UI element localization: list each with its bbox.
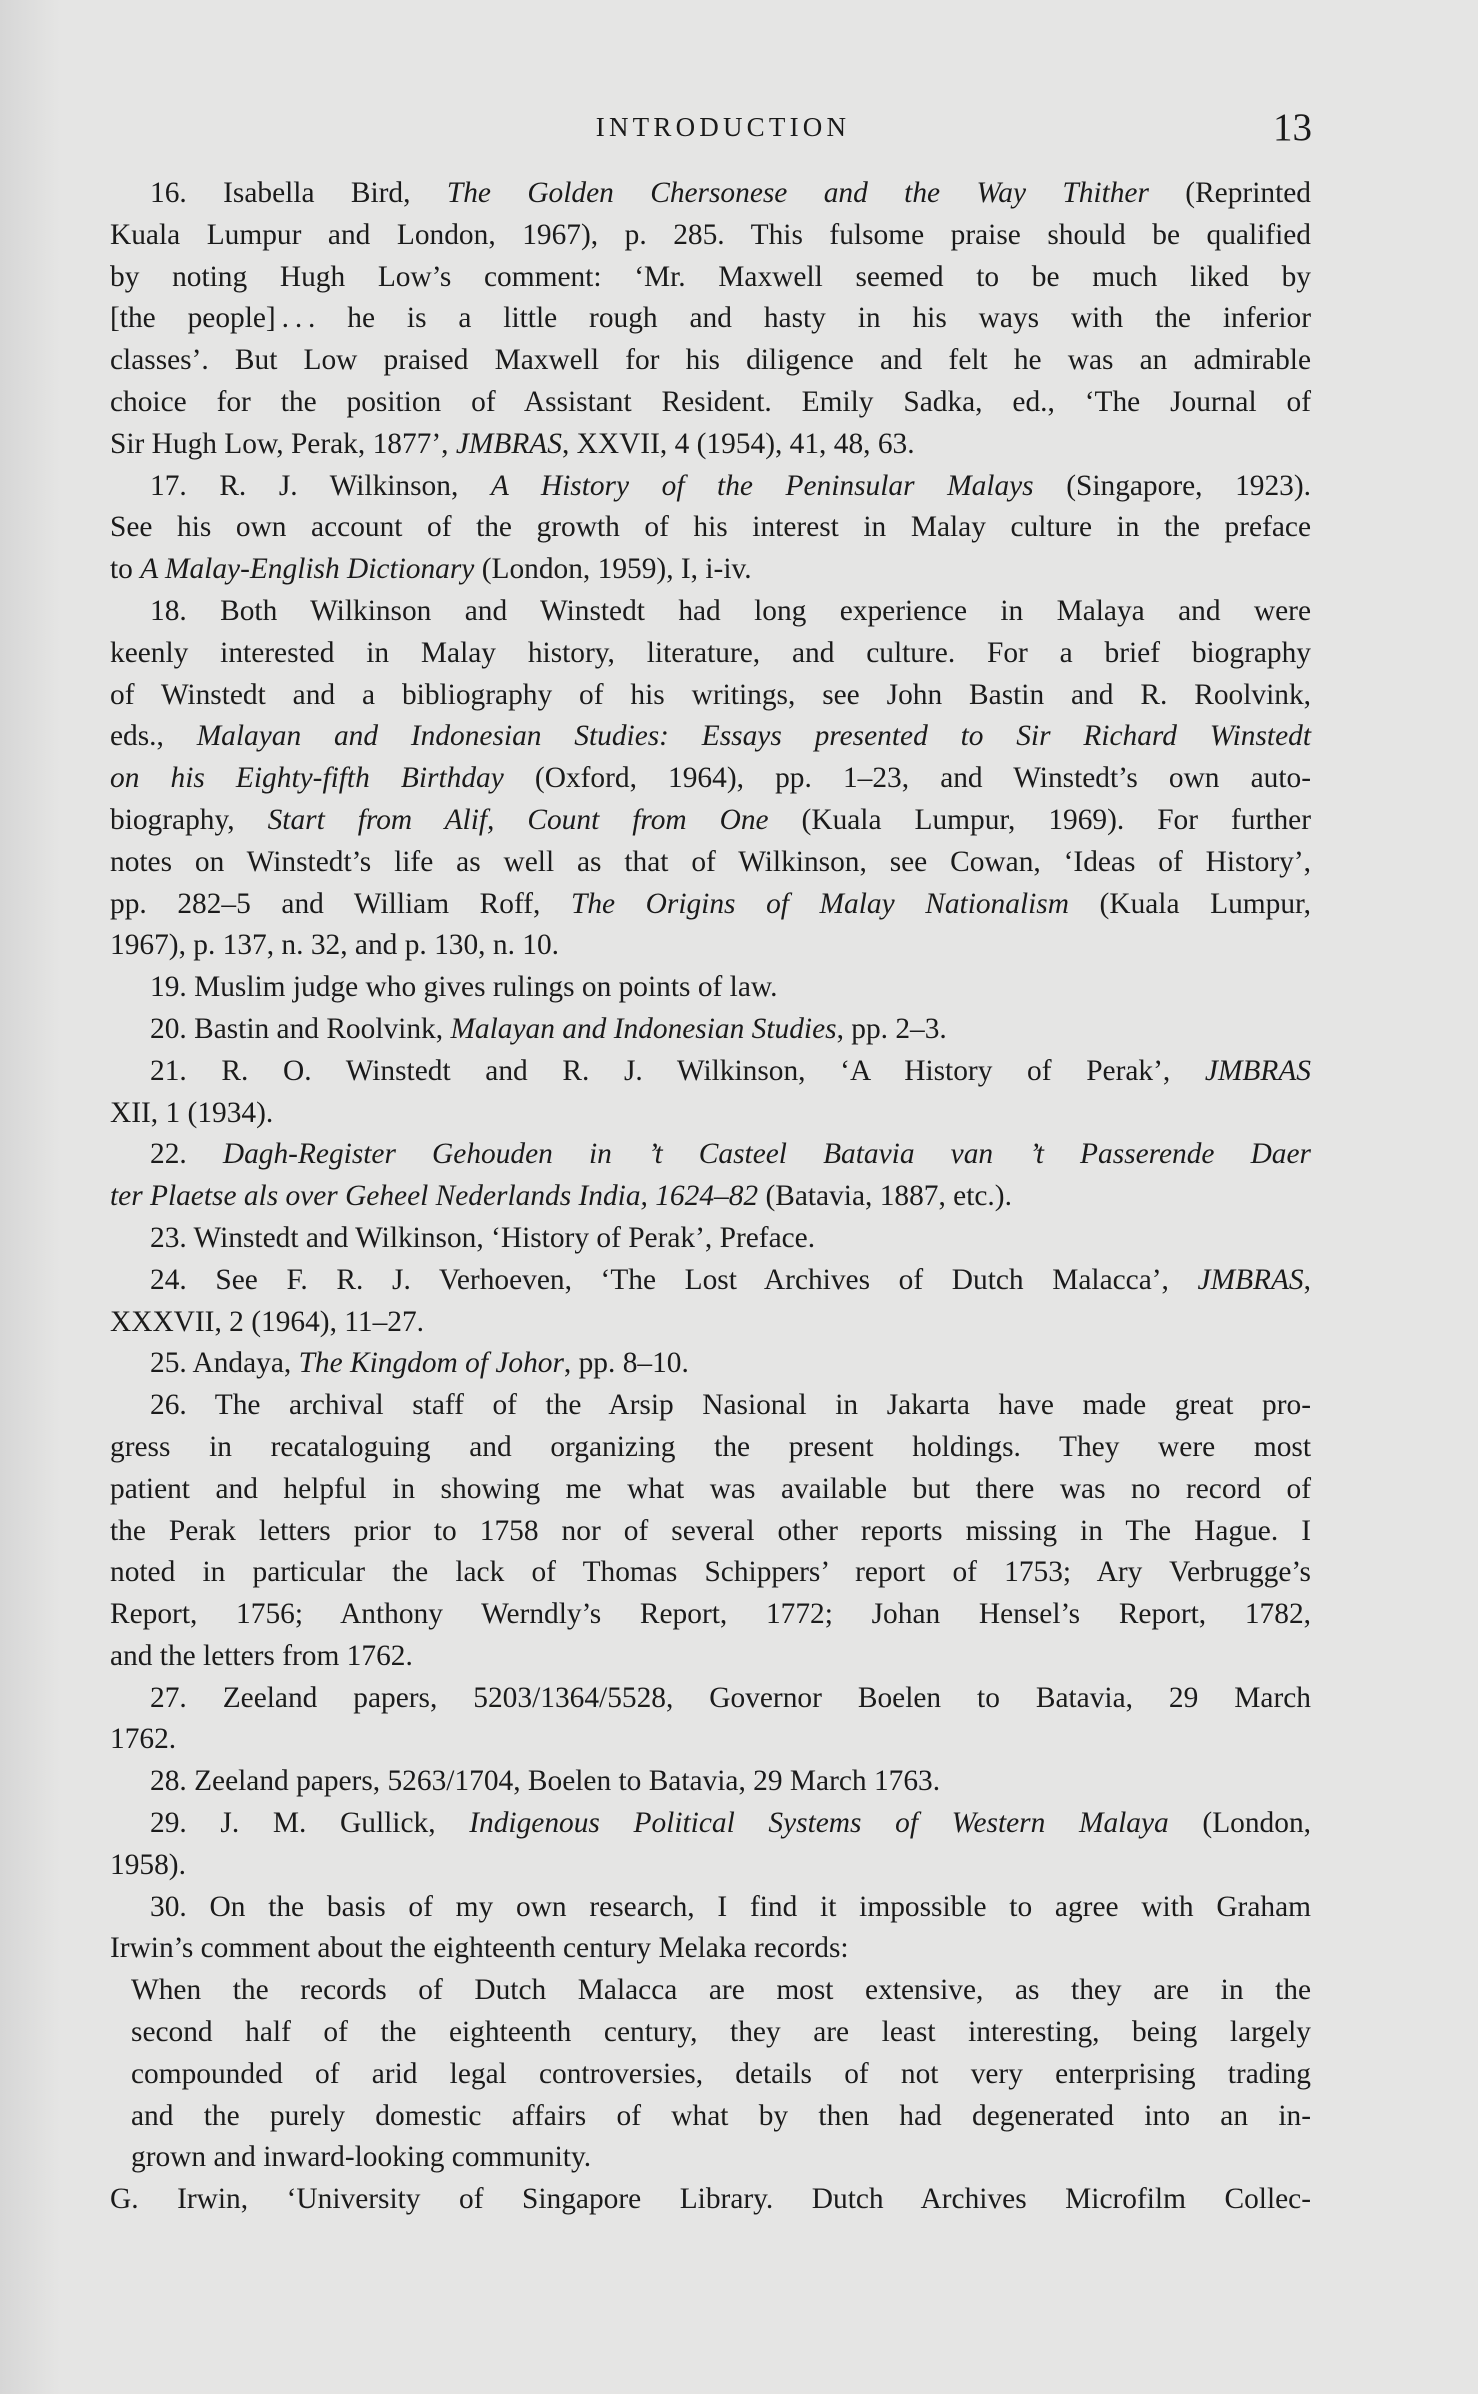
- endnote-line: [110, 2179, 1311, 2221]
- text-run: 27. Zeeland papers, 5203/1364/5528, Governor Boelen to Batavia, 29 March: [150, 1681, 1311, 1714]
- text-run: 1967), p. 137, n. 32, and p. 130, n. 10.: [110, 929, 559, 962]
- block-quote-line: [110, 2137, 1311, 2179]
- endnote-19: [110, 967, 1311, 1009]
- endnote-17: [110, 466, 1311, 591]
- text-run: 30. On the basis of my own research, I find it impossible to agree with Graham: [150, 1890, 1311, 1923]
- endnote-25: [110, 1343, 1311, 1385]
- italic-title: JMBRAS: [1197, 1263, 1304, 1296]
- text-run: biography,: [110, 803, 268, 836]
- endnote-line: [110, 1761, 1311, 1803]
- text-run: (London,: [1168, 1807, 1311, 1840]
- text-run: Sir Hugh Low, Perak, 1877’,: [110, 427, 456, 460]
- text-run: G. Irwin, ‘University of Singapore Library. Dutch Archives Microfilm Collec-: [110, 2183, 1311, 2216]
- text-run: When the records of Dutch Malacca are most extensive, as they are in the: [131, 1974, 1311, 2007]
- text-run: (Kuala Lumpur, 1969). For further: [768, 803, 1311, 836]
- text-run: Irwin’s comment about the eighteenth century Melaka records:: [110, 1932, 849, 1965]
- running-head: [110, 106, 1312, 150]
- text-run: (Kuala Lumpur,: [1068, 887, 1311, 920]
- text-run: patient and helpful in showing me what was available but there was no record of: [110, 1472, 1311, 1505]
- endnote-line: [110, 549, 1311, 591]
- text-run: and the purely domestic affairs of what by then had degenerated into an in-: [131, 2099, 1311, 2132]
- text-run: (London, 1959), I, i-iv.: [474, 553, 752, 586]
- endnote-line: [110, 1302, 1311, 1344]
- text-run: 24. See F. R. J. Verhoeven, ‘The Lost Archives of Dutch Malacca’,: [150, 1263, 1198, 1296]
- endnote-28: [110, 1761, 1311, 1803]
- italic-title: A History of the Peninsular Malays: [490, 469, 1034, 502]
- text-run: gress in recataloguing and organizing the present holdings. They were most: [110, 1430, 1311, 1463]
- endnote-line: [110, 1719, 1311, 1761]
- text-run: , XXVII, 4 (1954), 41, 48, 63.: [561, 427, 915, 460]
- endnote-line: [110, 173, 1311, 215]
- endnote-line: [110, 716, 1311, 758]
- text-run: classes’. But Low praised Maxwell for his diligence and felt he was an admirable: [110, 344, 1311, 377]
- page-number: 13: [1273, 106, 1312, 149]
- endnote-line: [110, 675, 1311, 717]
- endnote-line: [110, 1385, 1311, 1427]
- text-run: compounded of arid legal controversies, details of not very enterprising trading: [131, 2057, 1311, 2090]
- text-run: notes on Winstedt’s life as well as that of Wilkinson, see Cowan, ‘Ideas of History’,: [110, 845, 1311, 878]
- italic-title: Start from Alif, Count from One: [267, 803, 769, 836]
- text-run: pp. 282–5 and William Roff,: [110, 887, 571, 920]
- endnote-line: [110, 1093, 1311, 1135]
- text-run: eds.,: [110, 720, 197, 753]
- italic-title: Malayan and Indonesian Studies: Essays presented to Sir Richard Winstedt: [196, 720, 1311, 753]
- endnote-line: [110, 1427, 1311, 1469]
- text-run: 1762.: [110, 1723, 177, 1756]
- italic-title: JMBRAS: [1204, 1054, 1311, 1087]
- text-run: 23. Winstedt and Wilkinson, ‘History of Perak’, Preface.: [150, 1221, 816, 1254]
- endnote-30: [110, 1887, 1311, 2221]
- endnote-line: [110, 1594, 1311, 1636]
- endnote-line: [110, 1134, 1311, 1176]
- endnote-line: [110, 340, 1311, 382]
- text-run: second half of the eighteenth century, they are least interesting, being largely: [131, 2016, 1311, 2049]
- italic-title: A Malay-English Dictionary: [140, 553, 475, 586]
- text-run: XII, 1 (1934).: [110, 1096, 274, 1129]
- italic-title: The Kingdom of Johor: [298, 1347, 564, 1380]
- text-run: Report, 1756; Anthony Werndly’s Report, 1772; Johan Hensel’s Report, 1782,: [110, 1598, 1311, 1631]
- text-run: keenly interested in Malay history, literature, and culture. For a brief biography: [110, 636, 1311, 669]
- endnote-line: [110, 1469, 1311, 1511]
- endnote-line: [110, 925, 1311, 967]
- text-run: 25. Andaya,: [150, 1347, 299, 1380]
- endnote-20: [110, 1009, 1311, 1051]
- italic-title: ter Plaetse als over Geheel Nederlands India, 1624–82: [110, 1180, 759, 1213]
- block-quote-line: [110, 2012, 1311, 2054]
- text-run: 17. R. J. Wilkinson,: [150, 469, 491, 502]
- endnote-line: [110, 382, 1311, 424]
- endnote-line: [110, 507, 1311, 549]
- italic-title: Dagh-Register Gehouden in ’t Casteel Batavia van ’t Passerende Daer: [222, 1138, 1311, 1171]
- running-title: INTRODUCTION: [595, 112, 851, 142]
- text-run: 22.: [150, 1138, 223, 1171]
- text-run: 20. Bastin and Roolvink,: [150, 1012, 451, 1045]
- endnote-line: [110, 466, 1311, 508]
- endnote-26: [110, 1385, 1311, 1678]
- text-run: 26. The archival staff of the Arsip Nasional in Jakarta have made great pro-: [150, 1389, 1311, 1422]
- text-run: and the letters from 1762.: [110, 1639, 413, 1672]
- text-run: (Batavia, 1887, etc.).: [758, 1180, 1012, 1213]
- endnote-line: [110, 1636, 1311, 1678]
- endnote-line: [110, 1803, 1311, 1845]
- endnote-line: [110, 1845, 1311, 1887]
- endnote-22: [110, 1134, 1311, 1218]
- endnote-27: [110, 1678, 1311, 1762]
- page-gutter-shadow: [0, 0, 60, 2394]
- endnote-line: [110, 842, 1311, 884]
- endnote-line: [110, 633, 1311, 675]
- endnote-line: [110, 1678, 1311, 1720]
- endnote-line: [110, 1928, 1311, 1970]
- text-run: XXXVII, 2 (1964), 11–27.: [110, 1305, 424, 1338]
- endnote-line: [110, 800, 1311, 842]
- endnote-line: [110, 884, 1311, 926]
- text-run: the Perak letters prior to 1758 nor of several other reports missing in The Hague. I: [110, 1514, 1311, 1547]
- endnote-line: [110, 1176, 1311, 1218]
- text-run: (Oxford, 1964), pp. 1–23, and Winstedt’s own auto-: [503, 762, 1312, 795]
- text-run: (Singapore, 1923).: [1033, 469, 1311, 502]
- block-quote-line: [110, 2054, 1311, 2096]
- text-run: ,: [1303, 1263, 1311, 1296]
- endnote-line: [110, 1511, 1311, 1553]
- endnote-line: [110, 1887, 1311, 1929]
- endnote-line: [110, 591, 1311, 633]
- endnote-line: [110, 967, 1311, 1009]
- text-run: to: [110, 553, 141, 586]
- text-run: of Winstedt and a bibliography of his writings, see John Bastin and R. Roolvink,: [110, 678, 1311, 711]
- text-run: , pp. 8–10.: [563, 1347, 689, 1380]
- endnote-line: [110, 1218, 1311, 1260]
- text-run: (Reprinted: [1148, 177, 1311, 209]
- text-run: See his own account of the growth of his interest in Malay culture in the preface: [110, 511, 1311, 544]
- text-run: 28. Zeeland papers, 5263/1704, Boelen to Batavia, 29 March 1763.: [150, 1765, 941, 1798]
- text-run: grown and inward-looking community.: [131, 2141, 592, 2174]
- endnote-23: [110, 1218, 1311, 1260]
- text-run: 19. Muslim judge who gives rulings on points of law.: [150, 971, 778, 1004]
- italic-title: Malayan and Indonesian Studies: [450, 1012, 837, 1045]
- text-run: 16. Isabella Bird,: [150, 177, 447, 209]
- text-run: 21. R. O. Winstedt and R. J. Wilkinson, ‘A History of Perak’,: [150, 1054, 1205, 1087]
- endnote-line: [110, 1260, 1311, 1302]
- block-quote-line: [110, 2096, 1311, 2138]
- endnotes: [110, 173, 1311, 2221]
- endnote-16: [110, 173, 1311, 466]
- endnote-line: [110, 1051, 1311, 1093]
- text-run: 1958).: [110, 1848, 186, 1881]
- text-run: 29. J. M. Gullick,: [150, 1807, 470, 1840]
- endnote-line: [110, 257, 1311, 299]
- text-run: 18. Both Wilkinson and Winstedt had long experience in Malaya and were: [150, 594, 1311, 627]
- endnote-line: [110, 298, 1311, 340]
- italic-title: on his Eighty-fifth Birthday: [110, 762, 504, 795]
- text-run: Kuala Lumpur and London, 1967), p. 285. This fulsome praise should be qualified: [110, 218, 1311, 251]
- endnote-line: [110, 1343, 1311, 1385]
- endnote-24: [110, 1260, 1311, 1344]
- text-run: by noting Hugh Low’s comment: ‘Mr. Maxwell seemed to be much liked by: [110, 260, 1311, 293]
- endnote-21: [110, 1051, 1311, 1135]
- text-run: choice for the position of Assistant Resident. Emily Sadka, ed., ‘The Journal of: [110, 385, 1311, 418]
- italic-title: The Golden Chersonese and the Way Thither: [446, 177, 1149, 209]
- endnote-line: [110, 1552, 1311, 1594]
- italic-title: JMBRAS: [455, 427, 562, 460]
- endnote-18: [110, 591, 1311, 967]
- endnote-line: [110, 758, 1311, 800]
- italic-title: Indigenous Political Systems of Western Malaya: [469, 1807, 1169, 1840]
- endnote-line: [110, 1009, 1311, 1051]
- endnote-line: [110, 215, 1311, 257]
- endnote-29: [110, 1803, 1311, 1887]
- text-run: noted in particular the lack of Thomas Schippers’ report of 1753; Ary Verbrugge’s: [110, 1556, 1311, 1589]
- text-run: [the people] . . . he is a little rough and hasty in his ways with the inferior: [110, 302, 1311, 335]
- endnote-line: [110, 424, 1311, 466]
- italic-title: The Origins of Malay Nationalism: [570, 887, 1069, 920]
- text-run: , pp. 2–3.: [836, 1012, 947, 1045]
- block-quote-line: [110, 1970, 1311, 2012]
